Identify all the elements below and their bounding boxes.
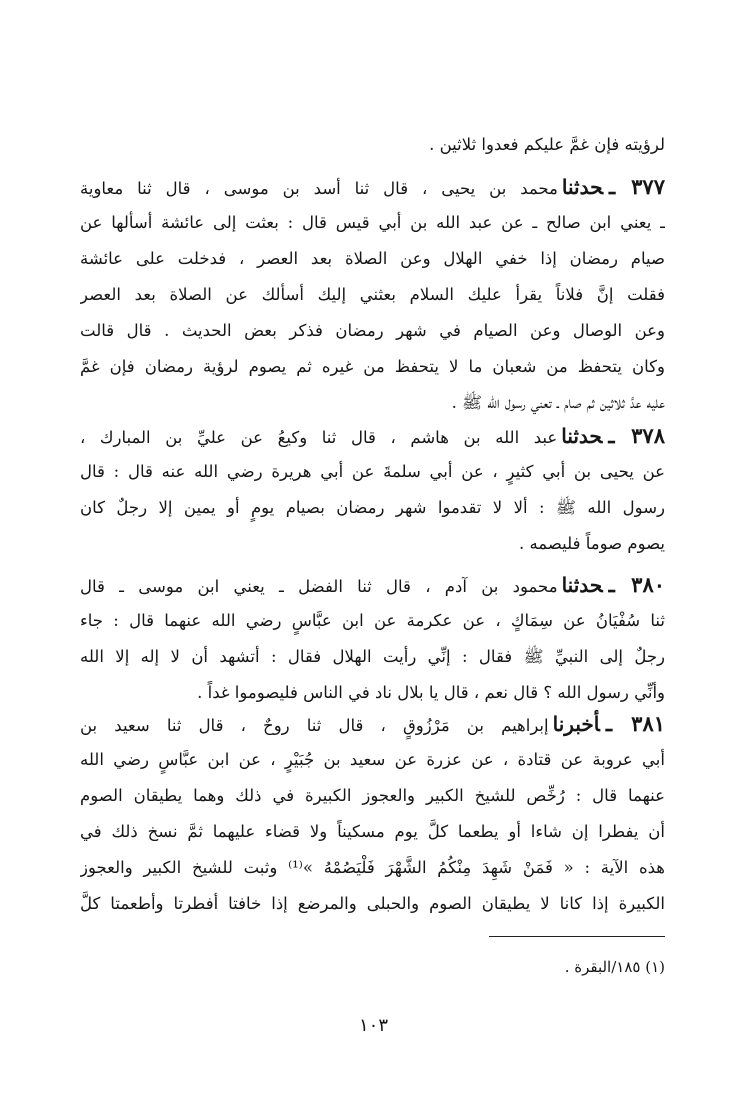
hadith-380 <box>80 567 665 711</box>
hadith-377-line-3: صيام رمضان إذا خفي الهلال وعن الصلاة بعد العصر ، فدخلت على عائشة <box>80 249 665 268</box>
hadith-380-line-1-text: محمود بن آدم ، قال ثنا الفضل ـ يعني ابن موسى ـ قال <box>80 577 558 596</box>
hadith-377-line-7: عليه عدَّ ثلاثين ثم صام ـ تعني رسول الله ﷺ . <box>451 393 665 412</box>
hadith-380-keyword: حدثنا <box>561 573 603 597</box>
hadith-377-line-1 <box>80 169 665 205</box>
hadith-378 <box>80 418 665 562</box>
hadith-381 <box>80 706 665 922</box>
intro-paragraph <box>80 127 665 163</box>
hadith-381-line-1 <box>80 706 665 742</box>
hadith-377-number: ٣٧٧ ـ <box>609 174 665 199</box>
hadith-380-line-1 <box>80 567 665 603</box>
hadith-381-number: ٣٨١ ـ <box>605 711 665 736</box>
hadith-378-line-2: عن يحيى بن أبي كثيرٍ ، عن أبي سلمةَ عن أبي هريرة رضي الله عنه قال : قال <box>80 462 665 481</box>
hadith-377-line-1-text: محمد بن يحيى ، قال ثنا أسد بن موسى ، قال ثنا معاوية <box>80 179 558 198</box>
hadith-377-line-6: وكان يتحفظ من شعبان ما لا يتحفظ من غيره ثم يصوم لرؤية رمضان فإن غمَّ <box>80 357 665 376</box>
hadith-381-keyword: أخبرنا <box>552 712 600 736</box>
hadith-377-line-4: فقلت إنَّ فلاناً يقرأ عليك السلام بعثني إليك أسألك عن الصلاة بعد العصر <box>80 285 665 304</box>
hadith-381-line-3: عنهما قال : رُخِّص للشيخ الكبير والعجوز الكبيرة في ذلك وهما يطيقان الصوم <box>80 786 665 805</box>
hadith-378-line-3: رسول الله ﷺ : ألا لا تقدموا شهر رمضان بصيام يومٍ أو يمين إلا رجلٌ كان <box>80 498 665 517</box>
hadith-380-number: ٣٨٠ ـ <box>608 572 665 597</box>
hadith-378-line-1-text: عبد الله بن هاشم ، قال ثنا وكيعُ عن عليِّ بن المبارك ، <box>80 428 558 447</box>
hadith-380-line-3: رجلٌ إلى النبيِّ ﷺ فقال : إنِّي رأيت الهلال فقال : أتشهد أن لا إله إلا الله <box>80 647 665 666</box>
hadith-378-keyword: حدثنا <box>561 424 603 448</box>
hadith-381-line-5: هذه الآية : « فَمَنْ شَهِدَ مِنْكُمُ الشَّهْرَ فَلْيَصُمْهُ »⁽¹⁾ وثبت للشيخ الكبير والعجوز <box>80 858 665 877</box>
hadith-380-line-4: وأنِّي رسول الله ؟ قال نعم ، قال يا بلال ناد في الناس فليصوموا غداً . <box>197 683 665 702</box>
hadith-378-line-4: يصوم صوماً فليصمه . <box>518 534 665 553</box>
hadith-377-line-5: وعن الوصال وعن الصيام في شهر رمضان فذكر بعض الحديث . قال قالت <box>80 321 665 340</box>
hadith-377-line-2: ـ يعني ابن صالح ـ عن عبد الله بن أبي قيس قال : بعثت إلى عائشة أسألها عن <box>80 213 665 232</box>
footnote-separator <box>489 936 665 937</box>
footnote: (١) ١٨٥/البقرة . <box>564 958 665 976</box>
hadith-381-line-2: أبي عروبة عن قتادة ، عن عزرة عن سعيد بن جُبَيْرٍ ، عن ابن عبَّاسٍ رضي الله <box>80 750 665 769</box>
hadith-377-keyword: حدثنا <box>561 175 604 199</box>
hadith-378-number: ٣٧٨ ـ <box>608 423 665 448</box>
page-number: ١٠٣ <box>358 1015 388 1036</box>
intro-line: لرؤيته فإن غمَّ عليكم فعدوا ثلاثين . <box>429 135 665 154</box>
hadith-377 <box>80 169 665 421</box>
hadith-381-line-4: أن يفطرا إن شاءا أو يطعما كلَّ يوم مسكيناً ولا قضاء عليهما ثمَّ نسخ ذلك في <box>80 822 665 841</box>
hadith-380-line-2: ثنا سُفْيَانُ عن سِمَاكٍ ، عن عكرمة عن ابن عبَّاسٍ رضي الله عنهما قال : جاء <box>80 611 665 630</box>
hadith-378-line-1 <box>80 418 665 454</box>
hadith-381-line-6: الكبيرة إذا كانا لا يطيقان الصوم والحبلى والمرضع إذا خافتا أفطرتا وأطعمتا كلَّ <box>80 894 665 913</box>
hadith-381-line-1-text: إبراهيم بن مَرْزُوقٍ ، قال ثنا روحٌ ، قال ثنا سعيد بن <box>80 716 549 735</box>
